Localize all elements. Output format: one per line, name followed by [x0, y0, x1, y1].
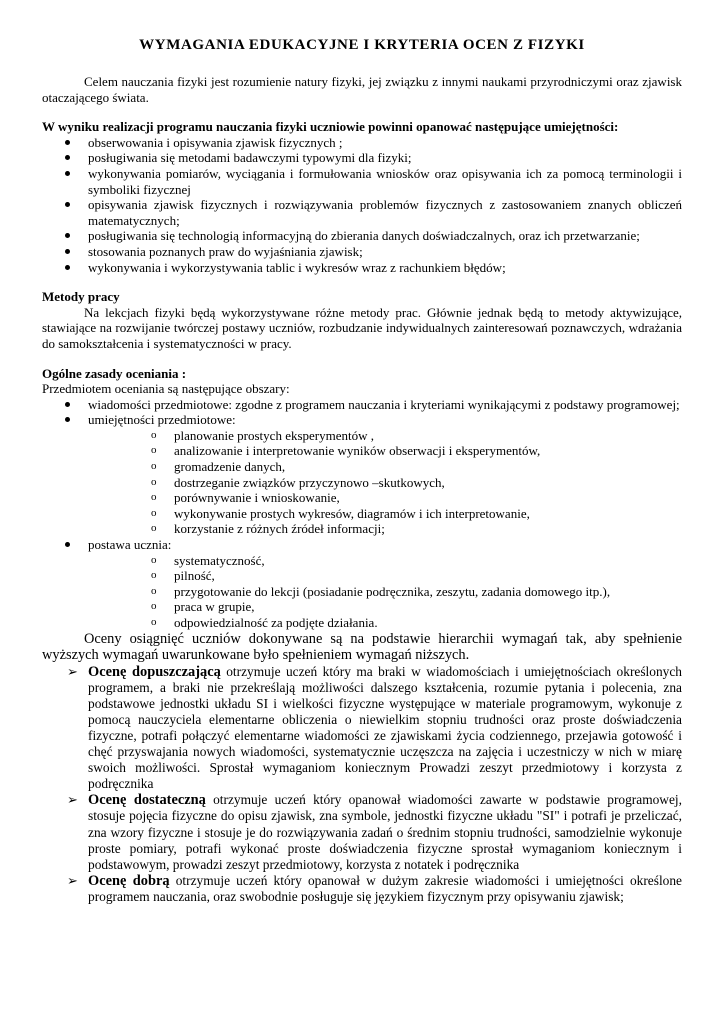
list-item [42, 412, 682, 537]
methods-paragraph: Na lekcjach fizyki będą wykorzystywane różne metody prac. Głównie jednak będą to metody aktywizujące, stawiające na rozwijanie twórczej postawy uczniów, rozbudzanie indywidualnych zainteresowań poznawczych, wdrażania do samokształcenia i systematyczności w pracy. [42, 304, 682, 351]
sublist-item: o systematyczność, [128, 553, 682, 569]
skills-list [42, 135, 682, 275]
list-item: opisywania zjawisk fizycznych i rozwiązywania problemów fizycznych z zastosowaniem znanych obliczeń matematycznych; [42, 197, 682, 228]
sublist-item: o gromadzenie danych, [128, 459, 682, 475]
list-item: wykonywania i wykorzystywania tablic i wykresów wraz z rachunkiem błędów; [42, 260, 682, 276]
list-item: wykonywania pomiarów, wyciągania i formułowania wniosków oraz opisywania ich za pomocą terminologii i symboliki fizycznej [42, 166, 682, 197]
sublist-item: o pilność, [128, 568, 682, 584]
attitude-area-label: postawa ucznia: [88, 537, 172, 553]
grade-label: Ocenę dobrą [88, 872, 170, 889]
grade-item [42, 792, 682, 872]
rules-intro: Przedmiotem oceniania są następujące obszary: [42, 381, 290, 397]
sublist-item: o dostrzeganie związków przyczynowo –skutkowych, [128, 475, 682, 491]
sublist-item: o korzystanie z różnych źródeł informacji; [128, 521, 682, 537]
grades-list [42, 664, 682, 905]
page-title: WYMAGANIA EDUKACYJNE I KRYTERIA OCEN Z FIZYKI [139, 37, 585, 53]
grade-item [42, 664, 682, 793]
sublist-item: o odpowiedzialność za podjęte działania. [128, 615, 682, 631]
skills-area-label: umiejętności przedmiotowe: [88, 412, 236, 428]
grade-label: Ocenę dostateczną [88, 792, 206, 809]
skills-sublist [88, 428, 682, 537]
sublist-item: o porównywanie i wnioskowanie, [128, 490, 682, 506]
list-item: posługiwania się technologią informacyjną do zbierania danych doświadczalnych, oraz ich przetwarzanie; [42, 228, 682, 244]
sublist-item: o planowanie prostych eksperymentów , [128, 428, 682, 444]
list-item: obserwowania i opisywania zjawisk fizycznych ; [42, 135, 682, 151]
grade-text: otrzymuje uczeń który opanował w dużym zakresie wiadomości i umiejętności określone programem nauczania, oraz swobodnie posługuje się językiem fizycznym przy opisywaniu zjawisk; [88, 872, 683, 904]
attitude-sublist [88, 553, 682, 631]
areas-list [42, 397, 682, 631]
list-item [42, 537, 682, 631]
hierarchy-paragraph: Oceny osiągnięć uczniów dokonywane są na podstawie hierarchii wymagań tak, aby spełnienie wyższych wymagań uwarunkowane było spełnieniem wymagań niższych. [42, 630, 682, 664]
sublist-item: o przygotowanie do lekcji (posiadanie podręcznika, zeszytu, zadania domowego itp.), [128, 584, 682, 600]
grade-label: Ocenę dopuszczającą [88, 663, 221, 680]
intro-paragraph: Celem nauczania fizyki jest rozumienie natury fizyki, jej związku z innymi naukami przyrodniczymi oraz zjawisk otaczającego świata. [42, 74, 682, 105]
grade-item [42, 873, 682, 905]
list-item: posługiwania się metodami badawczymi typowymi dla fizyki; [42, 150, 682, 166]
skills-heading: W wyniku realizacji programu nauczania fizyki uczniowie powinni opanować następujące umiejętności: [42, 119, 619, 135]
grade-text: otrzymuje uczeń który ma braki w wiadomościach i umiejętnościach określonych programem, a braki nie przekreślają możliwości dalszego kształcenia, rozumie pytania i polecenia, zna podstawowe jednostki układu SI i wielkości fizyczne występujące w materiale programowym, wykonuje z pomocą nauczyciela elementarne obliczenia o niewielkim stopniu trudności oraz proste doświadczenia fizyczne, potrafi połączyć elementarne wiadomości ze zjawiskami życia codziennego, przejawia gotowość i chęć przyswajania nowych wiadomości, systematycznie uczęszcza na zajęcia i uczestniczy w nich w miarę swoich możliwości. Sprostał wymaganiom koniecznym Prowadzi zeszyt przedmiotowy i korzysta z podręcznika [88, 663, 682, 792]
rules-heading: Ogólne zasady oceniania : [42, 365, 187, 381]
sublist-item: o analizowanie i interpretowanie wyników obserwacji i eksperymentów, [128, 443, 682, 459]
list-item: stosowania poznanych praw do wyjaśniania zjawisk; [42, 244, 682, 260]
methods-heading: Metody pracy [42, 289, 120, 305]
sublist-item: o wykonywanie prostych wykresów, diagramów i ich interpretowanie, [128, 506, 682, 522]
sublist-item: o praca w grupie, [128, 599, 682, 615]
grade-text: otrzymuje uczeń który opanował wiadomości zawarte w podstawie programowej, stosuje pojęcia fizyczne do opisu zjawisk, zna symbole, jednostki fizyczne układu "SI" i potrafi je przeliczać, zna wzory fizyczne i stosuje je do rozwiązywania zadań o średnim stopniu trudności, samodzielnie wykonuje proste pomiary, potrafi wykonać proste doświadczenia fizyczne sprostał wymaganiom koniecznym i podstawowym, prowadzi zeszyt przedmiotowy, korzysta z notatek i podręcznika [88, 792, 682, 872]
list-item: wiadomości przedmiotowe: zgodne z programem nauczania i kryteriami wynikającymi z podstawy programowej; [42, 397, 682, 413]
